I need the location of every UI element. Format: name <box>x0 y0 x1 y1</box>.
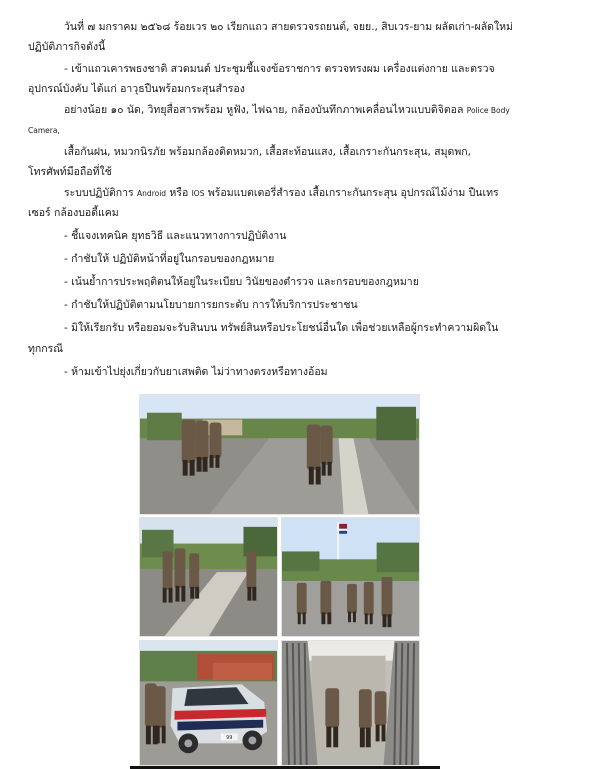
photo-inspection-line-image <box>140 395 419 514</box>
text-line: ทุกกรณี <box>28 343 64 355</box>
text-line <box>64 103 510 118</box>
photo-briefing-right-image <box>282 518 419 636</box>
text-fragment: Police Body <box>466 106 510 115</box>
text-fragment: IOS <box>191 189 205 198</box>
bullet-line: - เข้าแถวเคารพธงชาติ สวดมนต์ ประชุมชี้แจงข้อราชการ ตรวจทรงผม เครื่องแต่งกาย และตรวจ <box>64 63 495 75</box>
photo-cell-inspection <box>281 640 420 766</box>
photo-briefing-right <box>281 517 420 637</box>
photo-briefing-left <box>139 517 278 637</box>
header-line: วันที่ ๗ มกราคม ๒๕๖๘ ร้อยเวร ๒๐ เรียกแถว สายตรวจรถยนต์, จยย., สิบเวร-ยาม ผลัดเก่า-ผลัดใหม่ <box>64 21 513 33</box>
photo-vehicle-inspection <box>139 640 278 766</box>
text-fragment: ระบบปฏิบัติการ <box>64 187 138 199</box>
text-line: Camera, <box>28 126 60 135</box>
bullet-line: - ห้ามเข้าไปยุ่งเกี่ยวกับยาเสพติด ไม่ว่าทางตรงหรือทางอ้อม <box>64 366 328 378</box>
bullet-line: - ชี้แจงเทคนิค ยุทธวิธี และแนวทางการปฏิบัติงาน <box>64 230 287 242</box>
bullet-line: - กำชับให้ ปฏิบัติหน้าที่อยู่ในกรอบของกฎหมาย <box>64 253 275 265</box>
bullet-line: - มิให้เรียกรับ หรือยอมจะรับสินบน ทรัพย์สินหรือประโยชน์อื่นใด เพื่อช่วยเหลือผู้กระทำความผิดใน <box>64 322 499 334</box>
vehicle-plate-label: 99 <box>226 734 233 741</box>
text-fragment: หรือ <box>166 187 192 199</box>
text-line: เซอร์ กล้องบอดี้แคม <box>28 207 119 219</box>
photo-inspection-line <box>139 394 420 515</box>
text-line: เสื้อกันฝน, หมวกนิรภัย พร้อมกล้องติดหมวก, เสื้อสะท้อนแสง, เสื้อเกราะกันกระสุน, สมุดพก, <box>64 146 471 158</box>
text-line: โทรศัพท์มือถือที่ใช้ <box>28 166 112 178</box>
bullet-line: - เน้นย้ำการประพฤติตนให้อยู่ในระเบียบ วินัยของตำรวจ และกรอบของกฎหมาย <box>64 276 419 288</box>
photo-briefing-left-image <box>140 518 277 636</box>
text-line: ปฏิบัติภารกิจดังนี้ <box>28 41 106 53</box>
text-fragment: พร้อมแบตเตอรี่สำรอง เสื้อเกราะกันกระสุน อุปกรณ์ไม้ง่าม ปืนเทร <box>204 187 499 199</box>
text-line <box>64 186 499 201</box>
text-fragment: อย่างน้อย ๑๐ นัด, วิทยุสื่อสารพร้อม หูฟัง, ไฟฉาย, กล้องบันทึกภาพเคลื่อนไหวแบบดิจิตอล <box>64 104 467 116</box>
photo-collage <box>139 394 420 766</box>
text-fragment: Android <box>137 189 167 198</box>
photo-vehicle-inspection-image <box>140 641 277 765</box>
text-line: อุปกรณ์บังคับ ได้แก่ อาวุธปืนพร้อมกระสุนสำรอง <box>28 83 245 95</box>
bullet-line: - กำชับให้ปฏิบัติตามนโยบายการยกระดับ การให้บริการประชาชน <box>64 299 358 311</box>
photo-cell-inspection-image <box>282 641 419 765</box>
